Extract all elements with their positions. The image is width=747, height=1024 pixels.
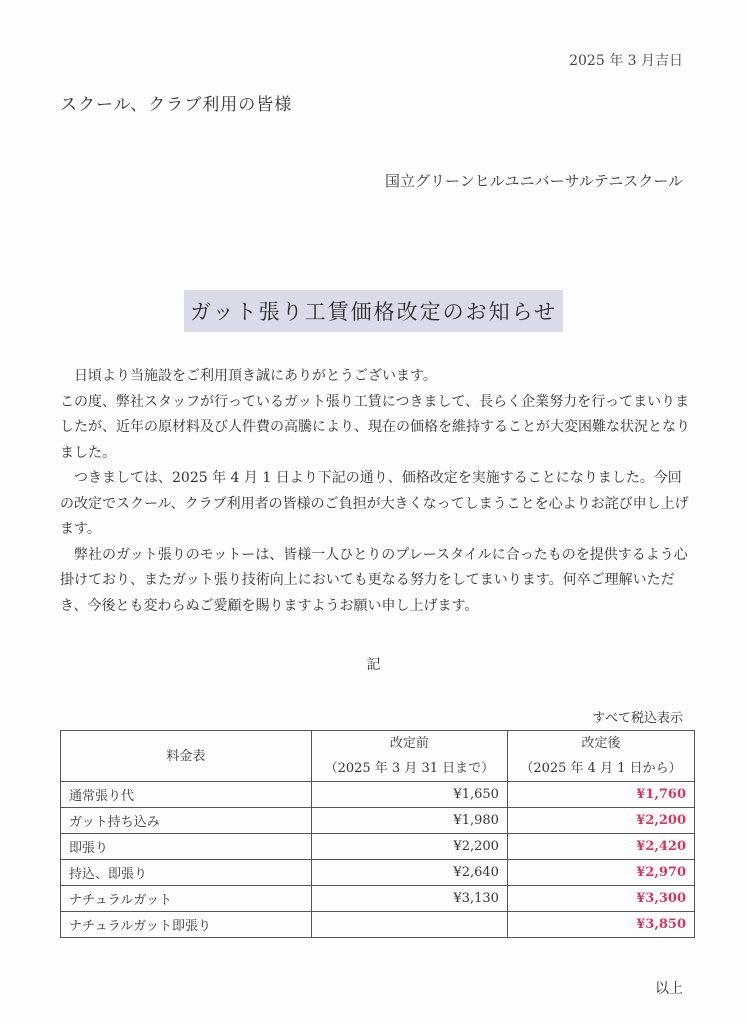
paragraph-revision: つきましては、2025 年 4 月 1 日より下記の通り、価格改定を実施することになりました。今回の改定でスクール、クラブ利用者の皆様のご負担が大きくなってしまうことを心よりお詫び申し上げます。	[60, 470, 689, 537]
header-before-period: （2025 年 3 月 31 日まで）	[324, 761, 495, 776]
table-row	[61, 834, 695, 860]
row-before-price	[311, 912, 507, 938]
table-row	[61, 886, 695, 912]
paragraph-reason: この度、弊社スタッフが行っているガット張り工賃につきまして、長らく企業努力を行ってまいりましたが、近年の原材料及び人件費の高騰により、現在の価格を維持することが大変困難な状況となりました。	[60, 393, 690, 461]
closing-mark: 以上	[655, 981, 683, 997]
body-text	[60, 364, 692, 619]
header-after	[507, 731, 694, 782]
fee-table	[60, 730, 695, 938]
tax-note: すべて税込表示	[592, 711, 683, 726]
document-title: ガット張り工賃価格改定のお知らせ	[184, 290, 563, 332]
paragraph-greeting: 日頃より当施設をご利用頂き誠にありがとうございます。	[74, 368, 437, 384]
row-before-price: ¥3,130	[311, 886, 507, 912]
header-before-label: 改定前	[389, 736, 429, 751]
row-before-price: ¥2,640	[311, 860, 507, 886]
row-name: ガット持ち込み	[61, 808, 312, 834]
row-name: ナチュラルガット	[61, 886, 312, 912]
row-before-price: ¥2,200	[311, 834, 507, 860]
table-row	[61, 912, 695, 938]
header-after-label: 改定後	[581, 736, 621, 751]
header-before	[311, 731, 507, 782]
row-before-price: ¥1,650	[311, 782, 507, 808]
row-after-price: ¥2,200	[507, 808, 694, 834]
table-row	[61, 808, 695, 834]
row-after-price: ¥1,760	[507, 782, 694, 808]
table-row	[61, 782, 695, 808]
row-name: 通常張り代	[61, 782, 312, 808]
row-name: 持込、即張り	[61, 860, 312, 886]
row-after-price: ¥3,850	[507, 912, 694, 938]
sender-name: 国立グリーンヒルユニバーサルテニスクール	[384, 172, 683, 190]
table-row	[61, 860, 695, 886]
recipient-line: スクール、クラブ利用の皆様	[60, 95, 293, 115]
title-container	[0, 290, 747, 332]
row-after-price: ¥2,970	[507, 860, 694, 886]
row-name: 即張り	[61, 834, 312, 860]
ki-marker: 記	[366, 657, 381, 673]
fee-table-header	[61, 731, 695, 782]
row-after-price: ¥2,420	[507, 834, 694, 860]
row-after-price: ¥3,300	[507, 886, 694, 912]
header-fee-list: 料金表	[61, 731, 312, 782]
header-after-period: （2025 年 4 月 1 日から）	[520, 761, 682, 776]
document-date: 2025 年 3 月吉日	[569, 53, 683, 69]
row-before-price: ¥1,980	[311, 808, 507, 834]
paragraph-motto: 弊社のガット張りのモットーは、皆様一人ひとりのプレースタイルに合ったものを提供するよう心掛けており、またガット張り技術向上においても更なる努力をしてまいります。何卒ご理解いただき、今後とも変わらぬご愛顧を賜りますようお願い申し上げます。	[60, 546, 688, 614]
row-name: ナチュラルガット即張り	[61, 912, 312, 938]
